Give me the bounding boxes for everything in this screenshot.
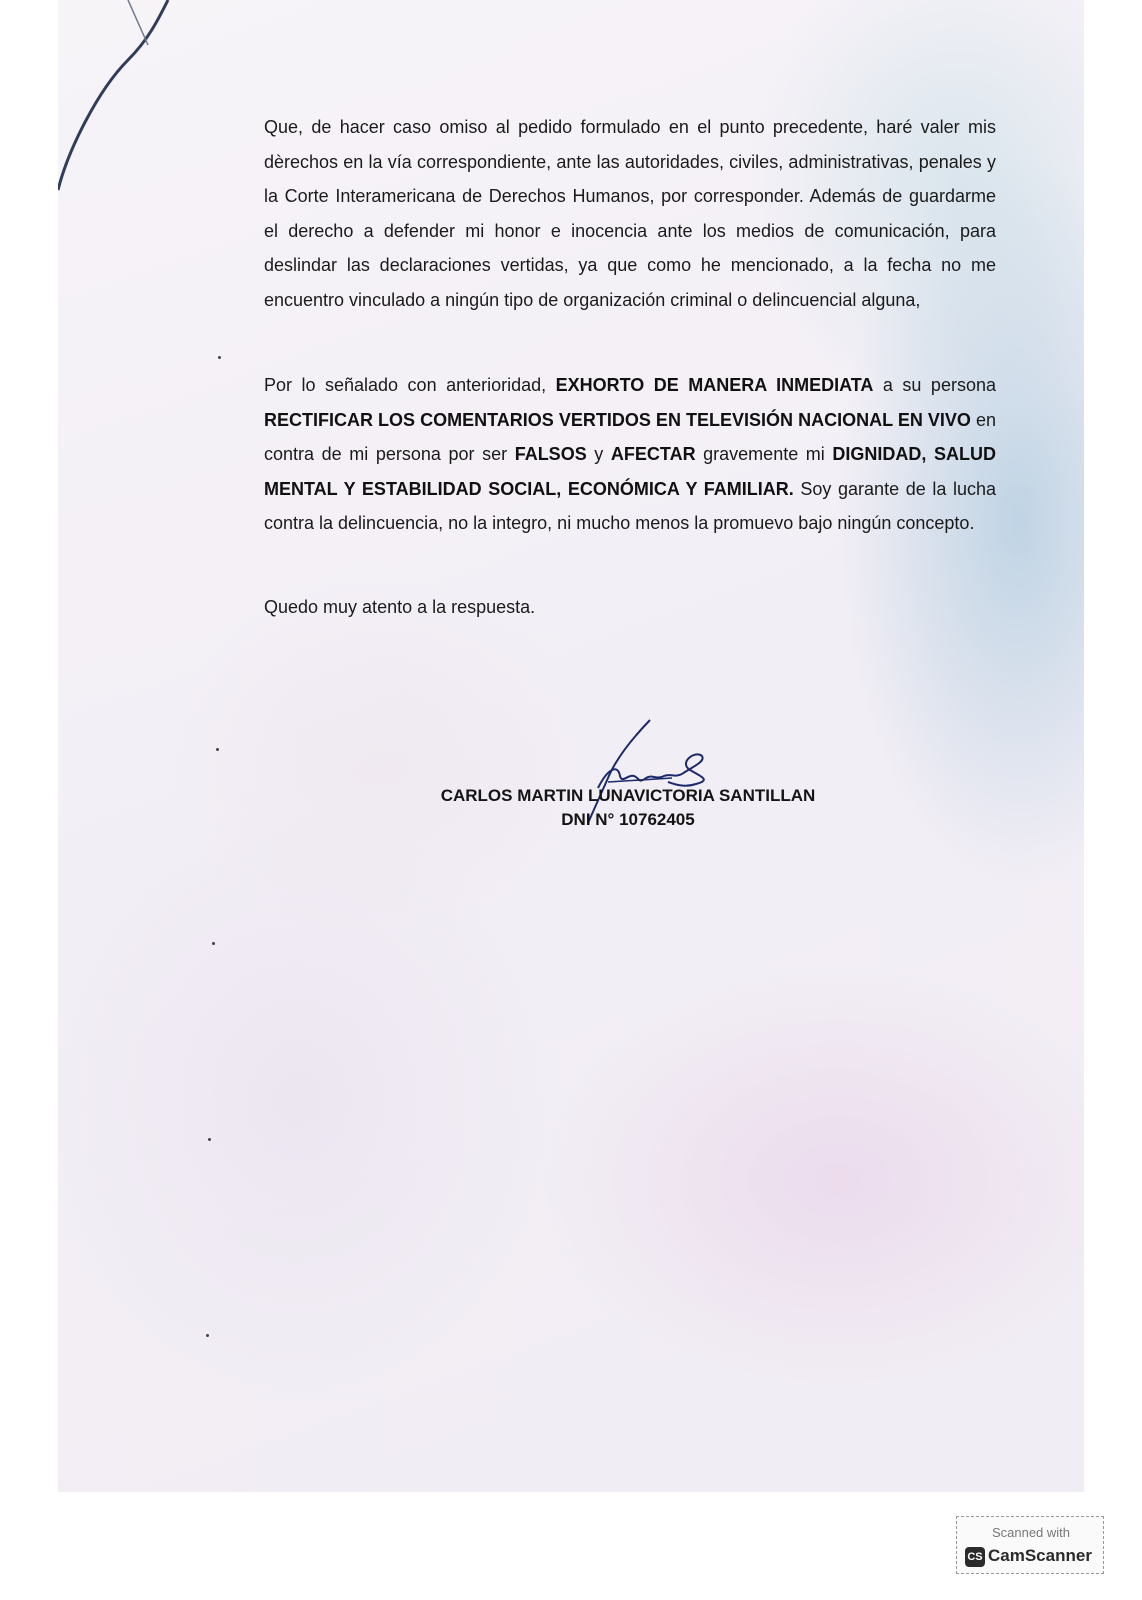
paragraph-warning-text: Que, de hacer caso omiso al pedido formulado en el punto precedente, haré valer mis dèrechos en la vía correspondiente, ante las autoridades, civiles, administrativas, penales y la Corte Interamericana de Derechos Humanos, por corresponder. Además de guardarme el derecho a defender mi honor e inocencia ante los medios de comunicación, para deslindar las declaraciones vertidas, ya que como he mencionado, a la fecha no me encuentro vinculado a ningún tipo de organización criminal o delincuencial alguna,: [264, 117, 996, 310]
watermark-brand: CamScanner: [988, 1546, 1092, 1565]
watermark-caption: Scanned with: [991, 1525, 1071, 1540]
paragraph-exhortation: [264, 368, 996, 541]
exhort-bold-2: RECTIFICAR LOS COMENTARIOS VERTIDOS EN TELEVISIÓN NACIONAL EN VIVO: [264, 409, 971, 430]
speck: [208, 1138, 211, 1141]
signatory-name: CARLOS MARTIN LUNAVICTORIA SANTILLAN: [440, 786, 816, 805]
paragraph-warning: [264, 110, 996, 318]
exhort-text-5: gravemente mi: [695, 444, 833, 465]
exhort-text-3: en contra de mi persona por ser: [264, 409, 996, 465]
exhort-text-1: Por lo señalado con anterioridad,: [264, 375, 556, 395]
signature-block: [358, 712, 898, 842]
exhort-bold-5: DIGNIDAD, SALUD MENTAL Y ESTABILIDAD SOCIAL, ECONÓMICA Y FAMILIAR.: [264, 444, 996, 499]
paragraph-closing: [264, 590, 996, 625]
exhort-text-6: Soy garante de la lucha contra la delincuencia, no la integro, ni mucho menos la promuevo bajo ningún concepto.: [264, 478, 997, 534]
exhort-text-4: y: [586, 444, 611, 465]
speck: [216, 748, 219, 751]
speck: [206, 1334, 209, 1337]
scanned-page: [58, 0, 1084, 1492]
camscanner-watermark: [956, 1516, 1104, 1574]
exhort-text-2: a su persona: [873, 375, 996, 395]
signatory-id: DNI N° 10762405: [561, 810, 695, 829]
exhort-bold-4: AFECTAR: [610, 444, 696, 465]
exhort-bold-3: FALSOS: [514, 444, 587, 465]
scan-edge-line: [58, 0, 198, 200]
speck: [218, 356, 221, 359]
exhort-bold-1: EXHORTO DE MANERA INMEDIATA: [555, 375, 874, 395]
camscanner-logo-icon: CS: [965, 1547, 985, 1567]
closing-text: Quedo muy atento a la respuesta.: [264, 597, 536, 617]
speck: [212, 942, 215, 945]
